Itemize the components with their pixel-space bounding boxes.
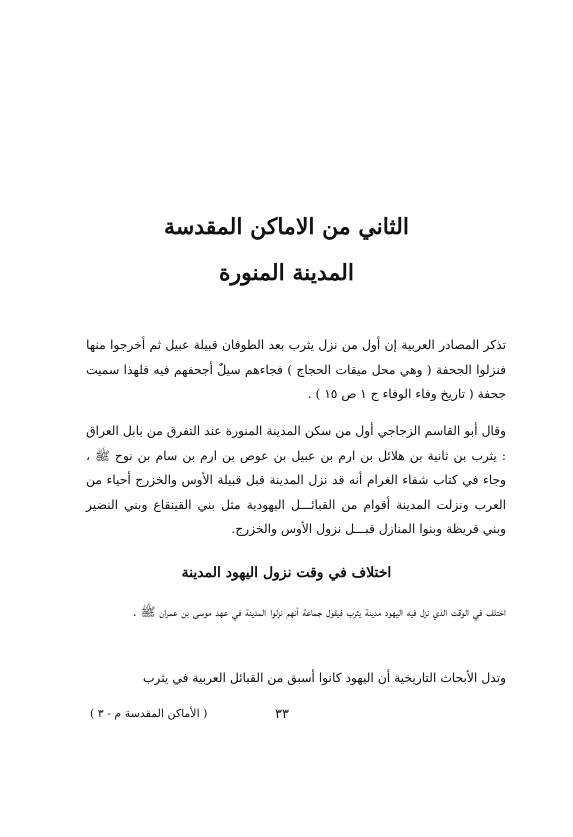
paragraph: تذكر المصادر العربية إن أول من نزل يثرب بعد الطوفان قبيلة عبيل ثم أخرجوا منها فنزلوا الجحفة ( وهي محل ميقات الحجاج ) فجاءهم سيلٌ أجحفهم فيه فلهذا سميت جحفة ( تاريخ وفاء الوفاء ج ١ ص ١٥ ) .	[86, 338, 506, 401]
paragraph: اختلف في الوقت الذي نزل فيه اليهود مدينة يثرب فيقول جماعة أنهم نزلوا المدينة في عهد موسى بن عمران ﷺ .	[132, 605, 506, 619]
page-title: الثاني من الاماكن المقدسة	[164, 214, 409, 240]
section-heading: اختلاف في وقت نزول اليهود المدينة	[181, 565, 392, 581]
page-number: ٣٣	[275, 707, 289, 722]
page-subtitle: المدينة المنورة	[219, 260, 354, 286]
paragraph: وقال أبو القاسم الزجاجي أول من سكن المدينة المنورة عند التفرق من بابل العراق : يثرب بن ثانية بن هلائل بن ارم بن عبيل بن عوص بن ارم بن سام بن نوح ﷺ ، وجاء في كتاب شفاء الغرام أنه قد نزل المدينة قبل قبيلة الأوس والخزرج أحياء من العرب ونزلت المدينة أقوام من القبائـــل اليهودية مثل بني القينقاع وبني النضير وبني قريظة وبنوا المنازل قبـــل نزول الأوس والخزرج.	[86, 424, 506, 536]
footer-reference: ( الأماكن المقدسة م - ٣ )	[90, 707, 208, 720]
paragraph: وتدل الأبحاث التاريخية أن اليهود كانوا أسبق من القبائل العربية في يثرب	[142, 671, 506, 685]
